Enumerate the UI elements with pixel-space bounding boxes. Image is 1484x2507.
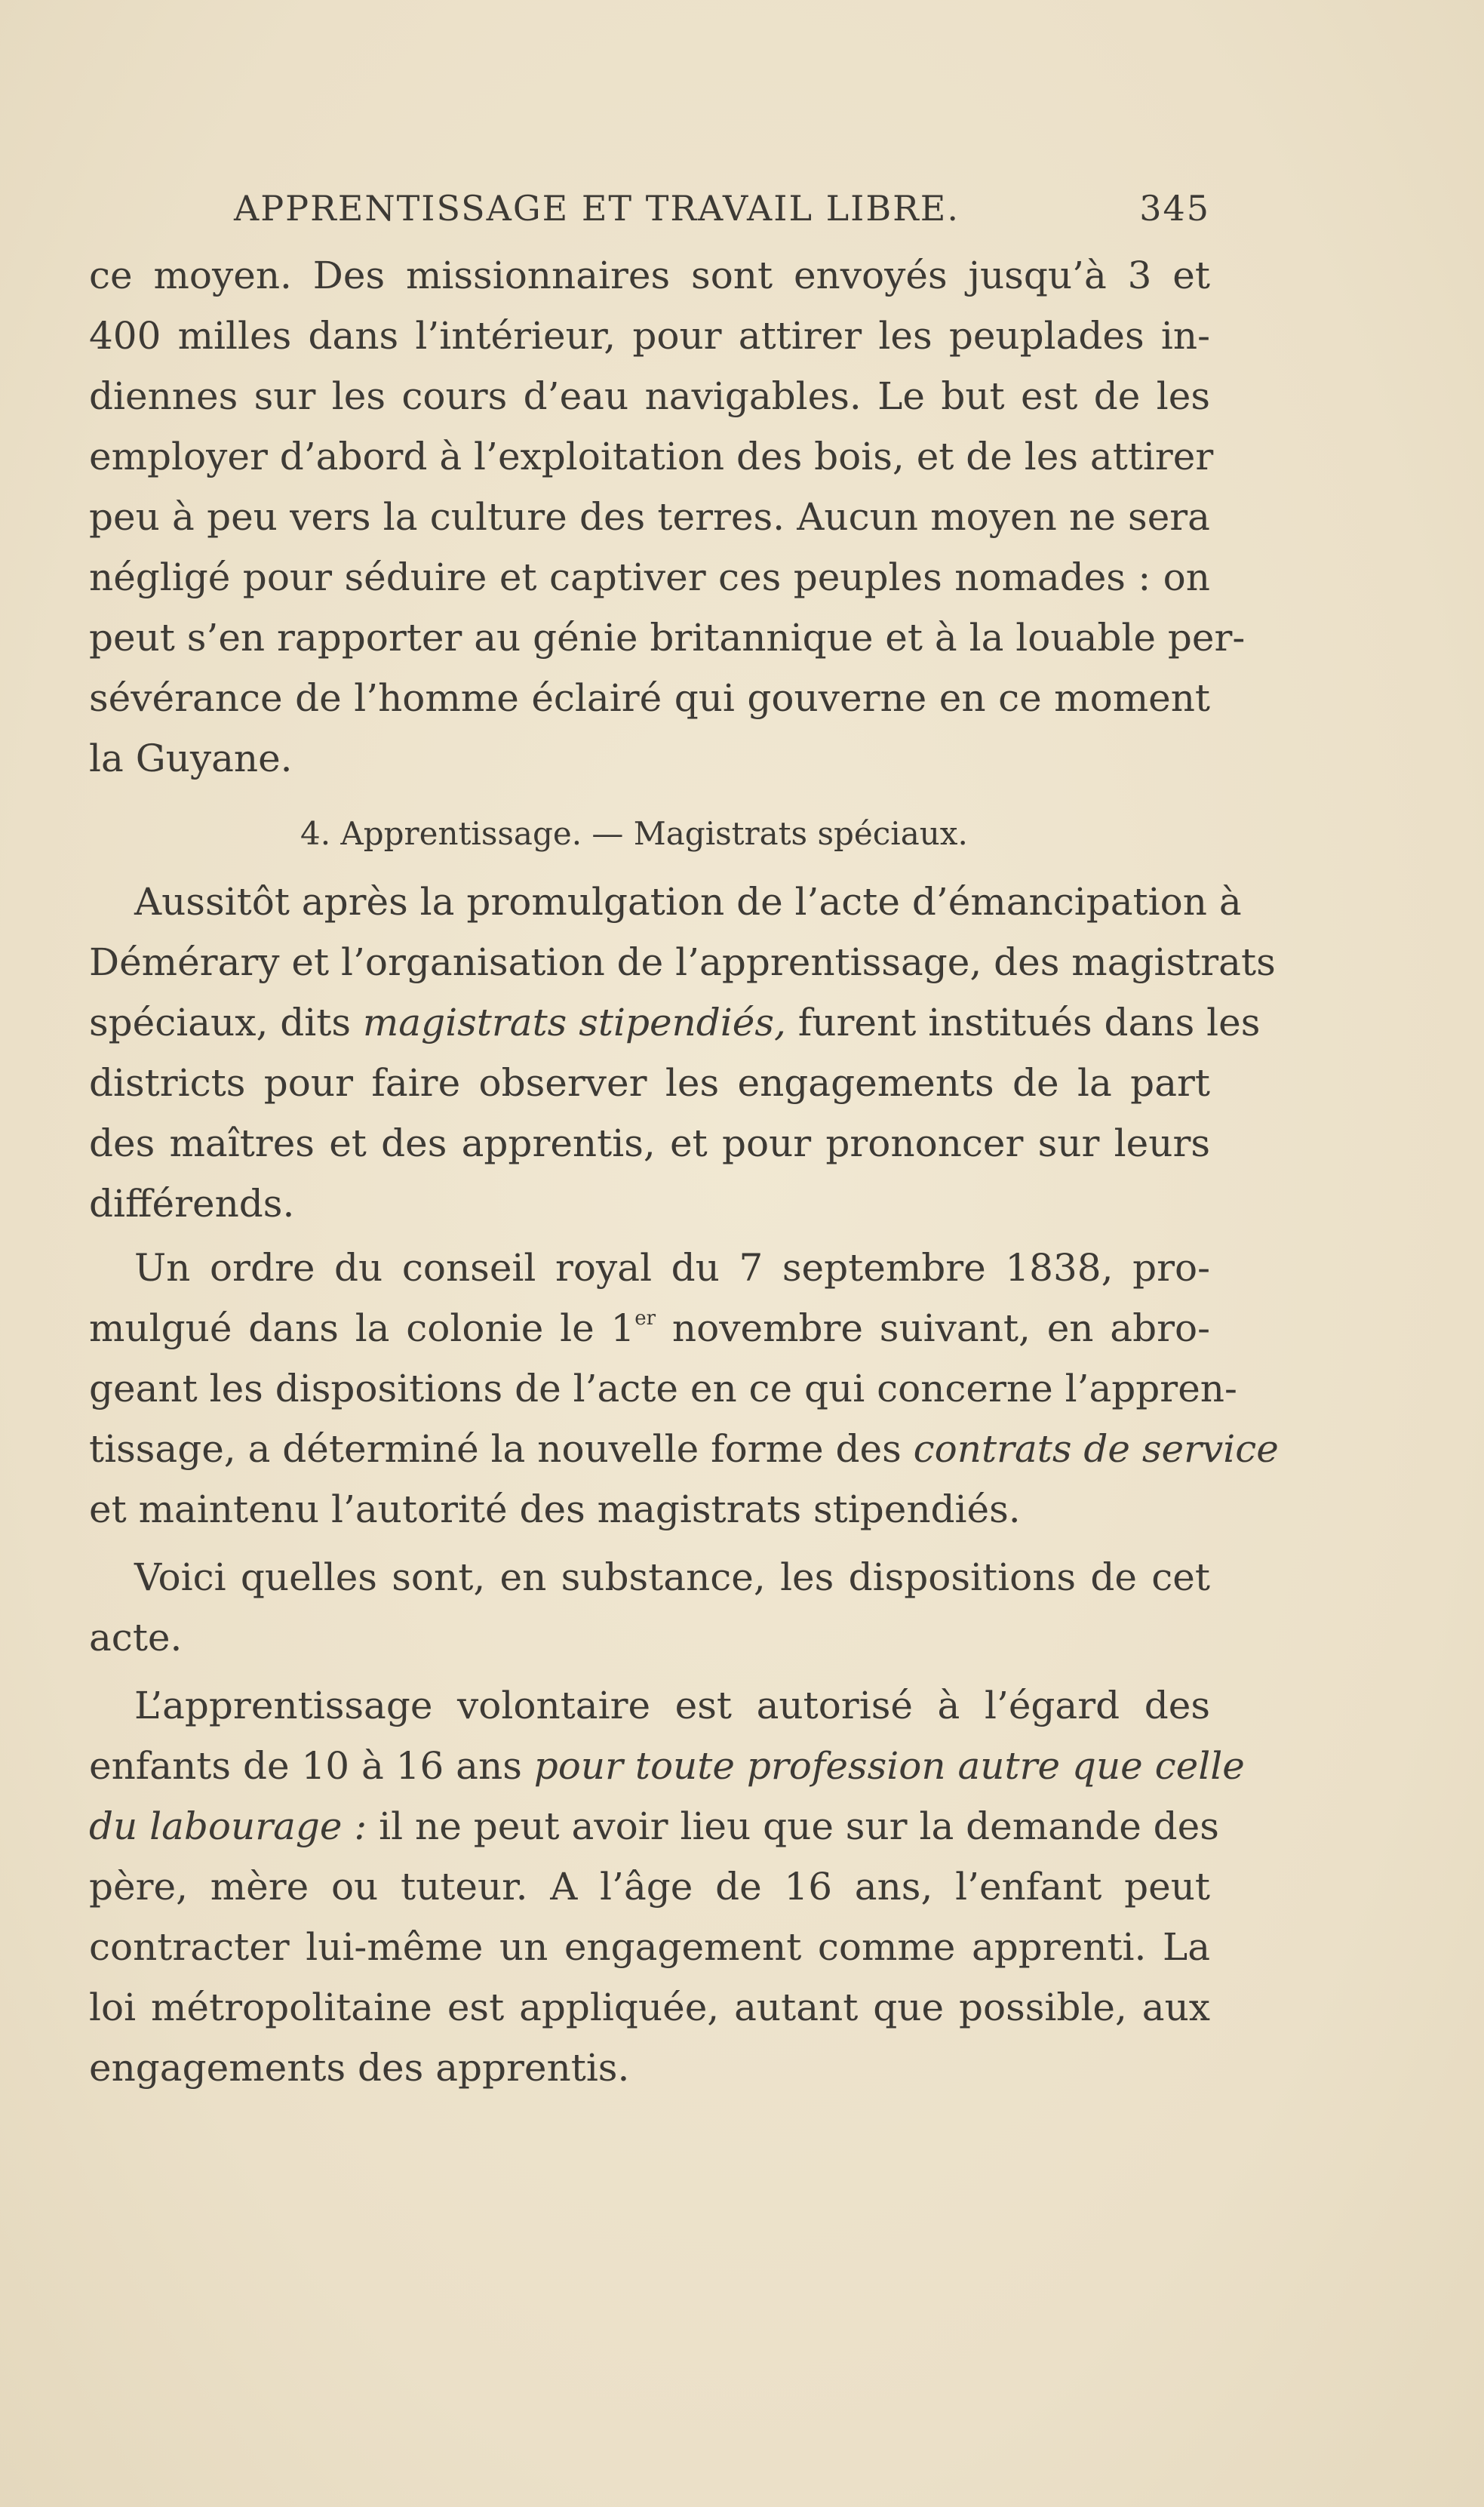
text-line: sévérance de l’homme éclairé qui gouverne en ce moment <box>89 676 1210 720</box>
running-title: APPRENTISSAGE ET TRAVAIL LIBRE. <box>234 188 960 229</box>
text-line <box>89 1419 1279 1479</box>
text-run: spéciaux, dits <box>89 1001 363 1044</box>
superscript: er <box>634 1307 656 1330</box>
text-line: peut s’en rapporter au génie britannique et à la louable per- <box>89 616 1246 660</box>
text-line: des maîtres et des apprentis, et pour prononcer sur leurs <box>89 1121 1210 1165</box>
text-run: il ne peut avoir lieu que sur la demande des <box>367 1804 1219 1848</box>
text-line: ce moyen. Des missionnaires sont envoyés jusqu’à 3 et <box>89 254 1210 297</box>
text-line: Aussitôt après la promulgation de l’acte d’émancipation à <box>134 880 1242 924</box>
text-line: négligé pour séduire et captiver ces peuples nomades : on <box>89 555 1210 599</box>
text-line: père, mère ou tuteur. A l’âge de 16 ans, l’enfant peut <box>89 1865 1210 1909</box>
text-run: mulgué dans la colonie le 1 <box>89 1306 635 1350</box>
text-line: 400 milles dans l’intérieur, pour attirer les peuplades in- <box>89 314 1210 358</box>
italic-term: pour toute profession autre que celle <box>533 1744 1245 1788</box>
text-line: acte. <box>89 1616 183 1660</box>
text-line: différends. <box>89 1182 295 1226</box>
text-line <box>89 1796 1219 1856</box>
italic-term: contrats de service <box>913 1427 1279 1471</box>
italic-term: magistrats stipendiés, <box>362 1001 786 1044</box>
text-line: et maintenu l’autorité des magistrats stipendiés. <box>89 1487 1021 1531</box>
text-run: tissage, a déterminé la nouvelle forme des <box>89 1427 914 1471</box>
text-line: Démérary et l’organisation de l’apprentissage, des magistrats <box>89 940 1276 984</box>
section-heading: 4. Apprentissage. — Magistrats spéciaux. <box>300 815 968 852</box>
text-line: geant les dispositions de l’acte en ce qui concerne l’appren- <box>89 1367 1237 1410</box>
text-line <box>89 1736 1245 1796</box>
text-line: L’apprentissage volontaire est autorisé à l’égard des <box>134 1684 1210 1727</box>
text-line: Voici quelles sont, en substance, les dispositions de cet <box>134 1555 1210 1599</box>
text-line: employer d’abord à l’exploitation des bois, et de les attirer <box>89 435 1214 478</box>
text-line: Un ordre du conseil royal du 7 septembre 1838, pro- <box>134 1246 1210 1290</box>
text-run: enfants de 10 à 16 ans <box>89 1744 534 1788</box>
page-number: 345 <box>1139 188 1210 229</box>
italic-term: du labourage : <box>89 1804 367 1848</box>
text-line <box>89 1298 1210 1358</box>
text-line: engagements des apprentis. <box>89 2046 630 2090</box>
text-run: furent institués dans les <box>785 1001 1261 1044</box>
text-line: loi métropolitaine est appliquée, autant que possible, aux <box>89 1986 1210 2029</box>
text-line: peu à peu vers la culture des terres. Aucun moyen ne sera <box>89 495 1210 539</box>
text-run: novembre suivant, en abro- <box>656 1306 1211 1350</box>
text-line: la Guyane. <box>89 737 293 780</box>
text-line: districts pour faire observer les engagements de la part <box>89 1061 1210 1105</box>
running-head <box>89 186 1210 231</box>
text-line: diennes sur les cours d’eau navigables. Le but est de les <box>89 374 1210 418</box>
text-line: contracter lui-même un engagement comme apprenti. La <box>89 1925 1210 1969</box>
text-line <box>89 992 1261 1053</box>
